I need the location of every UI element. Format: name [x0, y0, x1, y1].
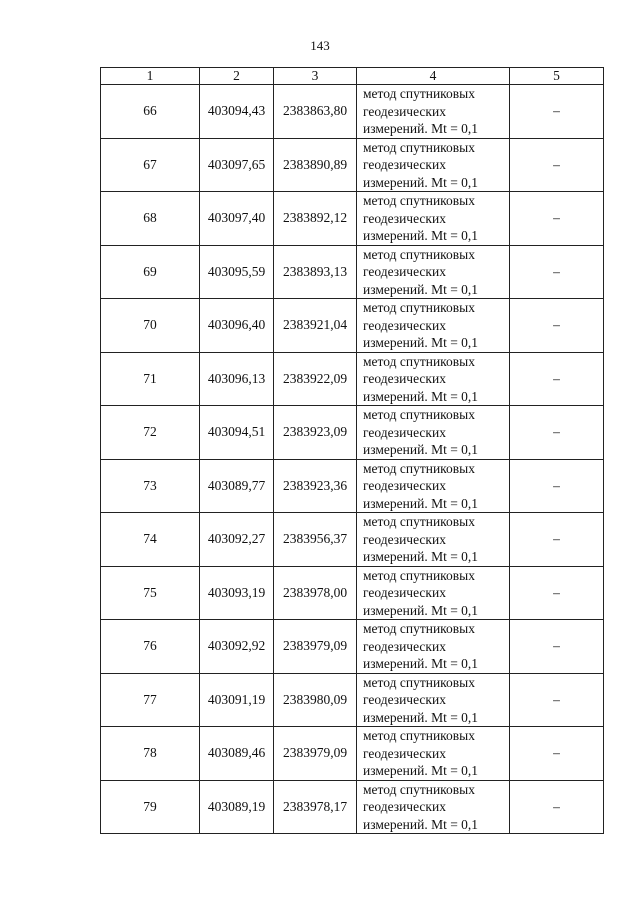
method-text-line: метод спутниковых [363, 674, 475, 690]
method-text-line: измерений. Mt = 0,1 [363, 228, 479, 243]
method-text-line: измерений. Mt = 0,1 [363, 816, 479, 832]
note-cell: – [510, 192, 604, 246]
table-row [101, 459, 604, 513]
note-cell: – [510, 352, 604, 406]
x-coordinate-cell: 403089,46 [200, 727, 274, 781]
page-number: 143 [310, 38, 330, 53]
note-cell: – [510, 245, 604, 299]
x-coordinate-cell: 403095,59 [200, 245, 274, 299]
note-cell: – [510, 513, 604, 567]
table-row [101, 780, 604, 834]
method-text-line: метод спутниковых [363, 728, 475, 743]
table-header-row [101, 68, 604, 85]
note-cell: – [510, 727, 604, 781]
y-coordinate-cell: 2383978,17 [274, 780, 357, 834]
method-text-line: метод спутниковых [363, 246, 475, 262]
method-cell [357, 299, 510, 353]
method-cell [357, 459, 510, 513]
method-text-line: геодезических [363, 745, 446, 761]
y-coordinate-cell: 2383893,13 [274, 245, 357, 299]
method-text-line: измерений. Mt = 0,1 [363, 709, 479, 725]
coordinates-table [100, 67, 604, 834]
method-text-line: метод спутниковых [363, 567, 475, 583]
method-text-line: геодезических [363, 317, 446, 333]
point-number-cell: 75 [101, 566, 200, 620]
x-coordinate-cell: 403097,65 [200, 138, 274, 192]
method-text-line: измерений. Mt = 0,1 [363, 388, 479, 404]
table-row [101, 673, 604, 727]
method-text-line: метод спутниковых [363, 139, 475, 155]
table-body [101, 85, 604, 834]
y-coordinate-cell: 2383923,09 [274, 406, 357, 460]
y-coordinate-cell: 2383921,04 [274, 299, 357, 353]
note-cell: – [510, 406, 604, 460]
y-coordinate-cell: 2383980,09 [274, 673, 357, 727]
method-text-line: измерений. Mt = 0,1 [363, 495, 479, 511]
method-cell [357, 620, 510, 674]
method-text-line: измерений. Mt = 0,1 [363, 549, 479, 564]
y-coordinate-cell: 2383923,36 [274, 459, 357, 513]
method-text-line: геодезических [363, 531, 446, 547]
y-coordinate-cell: 2383892,12 [274, 192, 357, 246]
table-row [101, 138, 604, 192]
method-text-line: геодезических [363, 692, 446, 707]
x-coordinate-cell: 403094,51 [200, 406, 274, 460]
note-cell: – [510, 459, 604, 513]
table-row [101, 245, 604, 299]
x-coordinate-cell: 403094,43 [200, 85, 274, 139]
column-header-4: 4 [357, 68, 510, 85]
note-cell: – [510, 138, 604, 192]
method-text-line: геодезических [363, 799, 446, 814]
method-text-line: геодезических [363, 210, 446, 226]
method-text-line: геодезических [363, 424, 446, 440]
point-number-cell: 66 [101, 85, 200, 139]
point-number-cell: 72 [101, 406, 200, 460]
point-number-cell: 76 [101, 620, 200, 674]
method-cell [357, 780, 510, 834]
point-number-cell: 70 [101, 299, 200, 353]
method-text-line: геодезических [363, 638, 446, 654]
method-cell [357, 566, 510, 620]
column-header-1: 1 [101, 68, 200, 85]
table-row [101, 85, 604, 139]
method-text-line: измерений. Mt = 0,1 [363, 281, 479, 297]
point-number-cell: 73 [101, 459, 200, 513]
method-text-line: метод спутниковых [363, 781, 475, 797]
point-number-cell: 68 [101, 192, 200, 246]
x-coordinate-cell: 403089,77 [200, 459, 274, 513]
method-text-line: геодезических [363, 585, 446, 600]
column-header-5: 5 [510, 68, 604, 85]
method-text-line: измерений. Mt = 0,1 [363, 763, 479, 778]
table-row [101, 566, 604, 620]
method-text-line: измерений. Mt = 0,1 [363, 174, 479, 190]
point-number-cell: 74 [101, 513, 200, 567]
x-coordinate-cell: 403092,92 [200, 620, 274, 674]
note-cell: – [510, 780, 604, 834]
point-number-cell: 67 [101, 138, 200, 192]
method-text-line: геодезических [363, 103, 446, 119]
method-cell [357, 138, 510, 192]
point-number-cell: 77 [101, 673, 200, 727]
method-text-line: геодезических [363, 371, 446, 386]
column-header-3: 3 [274, 68, 357, 85]
method-cell [357, 513, 510, 567]
y-coordinate-cell: 2383978,00 [274, 566, 357, 620]
method-text-line: измерений. Mt = 0,1 [363, 602, 479, 618]
table-row [101, 620, 604, 674]
table-row [101, 352, 604, 406]
x-coordinate-cell: 403097,40 [200, 192, 274, 246]
method-text-line: геодезических [363, 478, 446, 493]
x-coordinate-cell: 403096,40 [200, 299, 274, 353]
x-coordinate-cell: 403092,27 [200, 513, 274, 567]
x-coordinate-cell: 403091,19 [200, 673, 274, 727]
point-number-cell: 78 [101, 727, 200, 781]
table-row [101, 513, 604, 567]
note-cell: – [510, 299, 604, 353]
column-header-2: 2 [200, 68, 274, 85]
method-text-line: геодезических [363, 157, 446, 172]
y-coordinate-cell: 2383863,80 [274, 85, 357, 139]
y-coordinate-cell: 2383956,37 [274, 513, 357, 567]
x-coordinate-cell: 403093,19 [200, 566, 274, 620]
method-text-line: метод спутниковых [363, 514, 475, 529]
note-cell: – [510, 620, 604, 674]
method-text-line: измерений. Mt = 0,1 [363, 442, 479, 457]
table-row [101, 192, 604, 246]
x-coordinate-cell: 403089,19 [200, 780, 274, 834]
table-row [101, 299, 604, 353]
note-cell: – [510, 566, 604, 620]
method-cell [357, 727, 510, 781]
method-cell [357, 406, 510, 460]
method-text-line: метод спутниковых [363, 621, 475, 636]
method-cell [357, 352, 510, 406]
y-coordinate-cell: 2383979,09 [274, 620, 357, 674]
method-text-line: измерений. Mt = 0,1 [363, 656, 479, 671]
table-row [101, 727, 604, 781]
y-coordinate-cell: 2383922,09 [274, 352, 357, 406]
method-cell [357, 673, 510, 727]
x-coordinate-cell: 403096,13 [200, 352, 274, 406]
method-text-line: метод спутниковых [363, 86, 475, 101]
y-coordinate-cell: 2383890,89 [274, 138, 357, 192]
method-cell [357, 85, 510, 139]
method-cell [357, 245, 510, 299]
method-text-line: метод спутниковых [363, 407, 475, 422]
method-text-line: метод спутниковых [363, 300, 475, 315]
method-text-line: измерений. Mt = 0,1 [363, 335, 479, 350]
method-cell [357, 192, 510, 246]
y-coordinate-cell: 2383979,09 [274, 727, 357, 781]
method-text-line: метод спутниковых [363, 193, 475, 208]
point-number-cell: 79 [101, 780, 200, 834]
point-number-cell: 69 [101, 245, 200, 299]
method-text-line: измерений. Mt = 0,1 [363, 121, 479, 136]
method-text-line: геодезических [363, 264, 446, 279]
method-text-line: метод спутниковых [363, 460, 475, 476]
note-cell: – [510, 85, 604, 139]
table-row [101, 406, 604, 460]
point-number-cell: 71 [101, 352, 200, 406]
note-cell: – [510, 673, 604, 727]
method-text-line: метод спутниковых [363, 353, 475, 369]
